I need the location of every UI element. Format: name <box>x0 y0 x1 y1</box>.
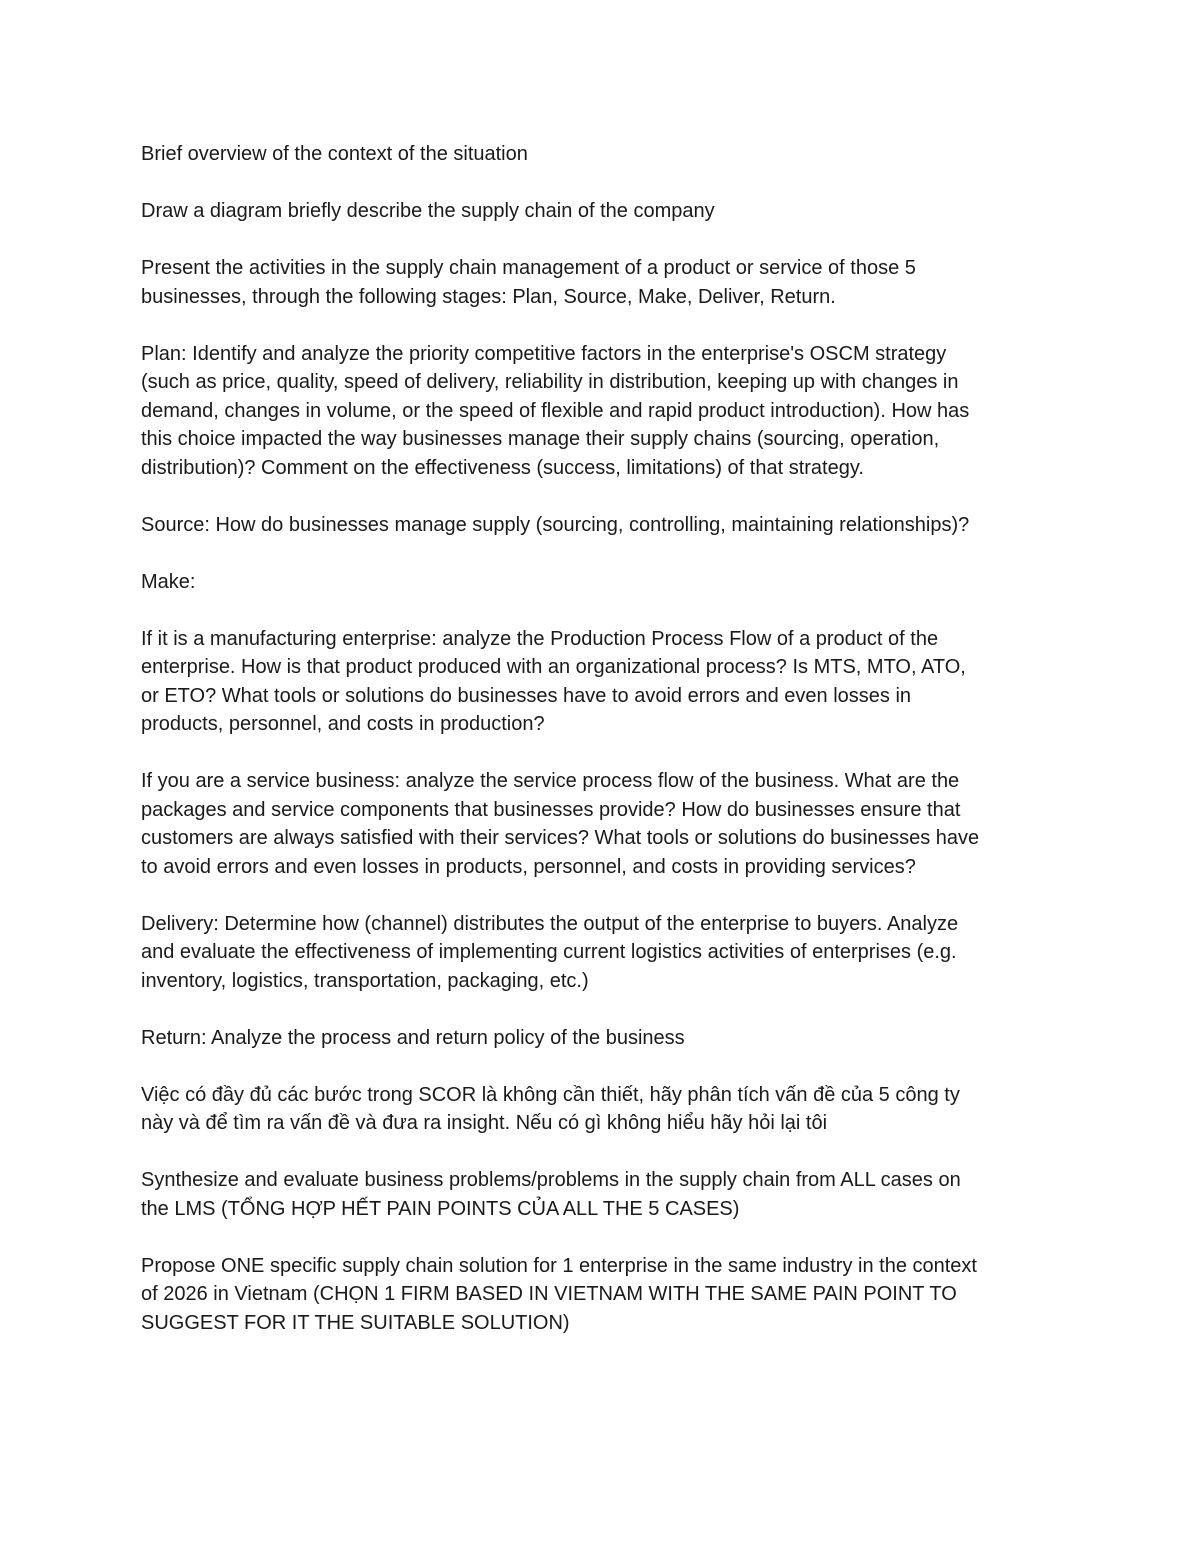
paragraph-synthesize: Synthesize and evaluate business problems/problems in the supply chain from ALL cases on the LMS (TỔNG HỢP HẾT PAIN POINTS CỦA ALL THE 5 CASES) <box>141 1169 961 1220</box>
paragraph-make: Make: <box>141 570 196 593</box>
paragraph-service: If you are a service business: analyze the service process flow of the business. What are the packages and service components that businesses provide? How do businesses ensure that customers are always satisfied with their services? What tools or solutions do businesses have to avoid errors and even losses in products, personnel, and costs in providing services? <box>141 770 980 878</box>
paragraph-activities: Present the activities in the supply chain management of a product or service of those 5 businesses, through the following stages: Plan, Source, Make, Deliver, Return. <box>141 257 916 308</box>
paragraph-diagram: Draw a diagram briefly describe the supply chain of the company <box>141 200 715 222</box>
document-body <box>141 140 1061 1366</box>
paragraph-return: Return: Analyze the process and return policy of the business <box>141 1026 685 1049</box>
paragraph-vietnamese-note: Việc có đầy đủ các bước trong SCOR là không cần thiết, hãy phân tích vấn đề của 5 công ty này và để tìm ra vấn đề và đưa ra insight. Nếu có gì không hiểu hãy hỏi lại tôi <box>141 1083 960 1134</box>
paragraph-source: Source: How do businesses manage supply (sourcing, controlling, maintaining relationships)? <box>141 513 970 536</box>
paragraph-delivery: Delivery: Determine how (channel) distributes the output of the enterprise to buyers. Analyze and evaluate the effectiveness of implementing current logistics activities of enterprises (e.g. inventory, logistics, transportation, packaging, etc.) <box>141 912 959 992</box>
paragraph-plan: Plan: Identify and analyze the priority competitive factors in the enterprise's OSCM strategy (such as price, quality, speed of delivery, reliability in distribution, keeping up with changes in demand, changes in volume, or the speed of flexible and rapid product introduction). How has this choice impacted the way businesses manage their supply chains (sourcing, operation, distribution)? Comment on the effectiveness (success, limitations) of that strategy. <box>141 342 970 479</box>
paragraph-manufacturing: If it is a manufacturing enterprise: analyze the Production Process Flow of a product of the enterprise. How is that product produced with an organizational process? Is MTS, MTO, ATO, or ETO? What tools or solutions do businesses have to avoid errors and even losses in products, personnel, and costs in production? <box>141 627 966 735</box>
paragraph-propose: Propose ONE specific supply chain solution for 1 enterprise in the same industry in the context of 2026 in Vietnam (CHỌN 1 FIRM BASED IN VIETNAM WITH THE SAME PAIN POINT TO SUGGEST FOR IT THE SUITABLE SOLUTION) <box>141 1254 977 1334</box>
paragraph-overview: Brief overview of the context of the situation <box>141 143 528 165</box>
